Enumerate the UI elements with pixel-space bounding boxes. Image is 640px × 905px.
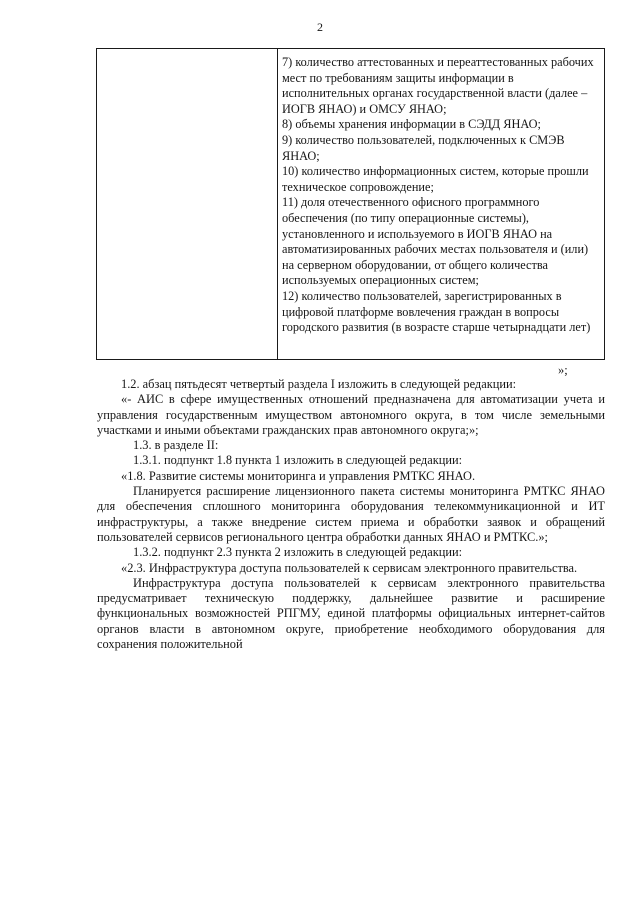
table-item-11: 11) доля отечественного офисного программного обеспечения (по типу операционные системы), установленного и используемого в ИОГВ ЯНАО на автоматизированных рабочих местах пользователя и (или) на серверном оборудовании, от общего количества используемых операционных систем;: [282, 195, 589, 288]
paragraph-2-3-text: Инфраструктура доступа пользователей к сервисам электронного правительства предусматривает техническую поддержку, дальнейшее развитие и расширение функциональных возможностей РПГМУ, единой платформы официальных интернет-сайтов органов власти в автономном округе, приобретение необходимого оборудования для сохранения положительной: [97, 575, 605, 652]
table-left-cell: [97, 49, 278, 359]
paragraph-1-3: 1.3. в разделе II:: [133, 438, 219, 453]
table-item-9: 9) количество пользователей, подключенных к СМЭВ ЯНАО;: [282, 132, 565, 163]
table-item-7: 7) количество аттестованных и переаттестованных рабочих мест по требованиям защиты информации в исполнительных органах государственной власти (далее – ИОГВ ЯНАО) и ОМСУ ЯНАО;: [282, 55, 594, 116]
indicators-table: [96, 48, 605, 360]
document-body: [97, 377, 605, 652]
table-item-8: 8) объемы хранения информации в СЭДД ЯНАО;: [282, 117, 541, 132]
paragraph-1-2: 1.2. абзац пятьдесят четвертый раздела I изложить в следующей редакции:: [121, 377, 517, 391]
table-item-10: 10) количество информационных систем, которые прошли техническое сопровождение;: [282, 164, 589, 194]
paragraph-1-3-2: 1.3.2. подпункт 2.3 пункта 2 изложить в следующей редакции:: [133, 545, 463, 560]
paragraph-1-8-text: Планируется расширение лицензионного пакета системы мониторинга РМТКС ЯНАО для обеспечения сплошного мониторинга оборудования телекоммуникационной и ИТ инфраструктуры, а также внедрение систем приема и обработки заявок и обращений пользователей сервисов регионального центра обработки данных ЯНАО и РМТКС.»;: [97, 484, 605, 544]
table-right-cell: [278, 49, 604, 359]
page-number: 2: [317, 20, 323, 34]
table-item-12: 12) количество пользователей, зарегистрированных в цифровой платформе вовлечения граждан в вопросы городского развития (в возрасте старше четырнадцати лет): [282, 288, 591, 335]
paragraph-1-3-1: 1.3.1. подпункт 1.8 пункта 1 изложить в следующей редакции:: [133, 453, 463, 468]
paragraph-2-3-heading: «2.3. Инфраструктура доступа пользователей к сервисам электронного правительства.: [121, 560, 578, 575]
paragraph-ais: «- АИС в сфере имущественных отношений предназначена для автоматизации учета и управления государственным имуществом автономного округа, в том числе земельными участками и иными объектами гражданских прав автономного округа;»;: [97, 392, 605, 437]
paragraph-1-8-heading: «1.8. Развитие системы мониторинга и управления РМТКС ЯНАО.: [121, 468, 476, 483]
table-closing-quote: »;: [558, 363, 568, 377]
